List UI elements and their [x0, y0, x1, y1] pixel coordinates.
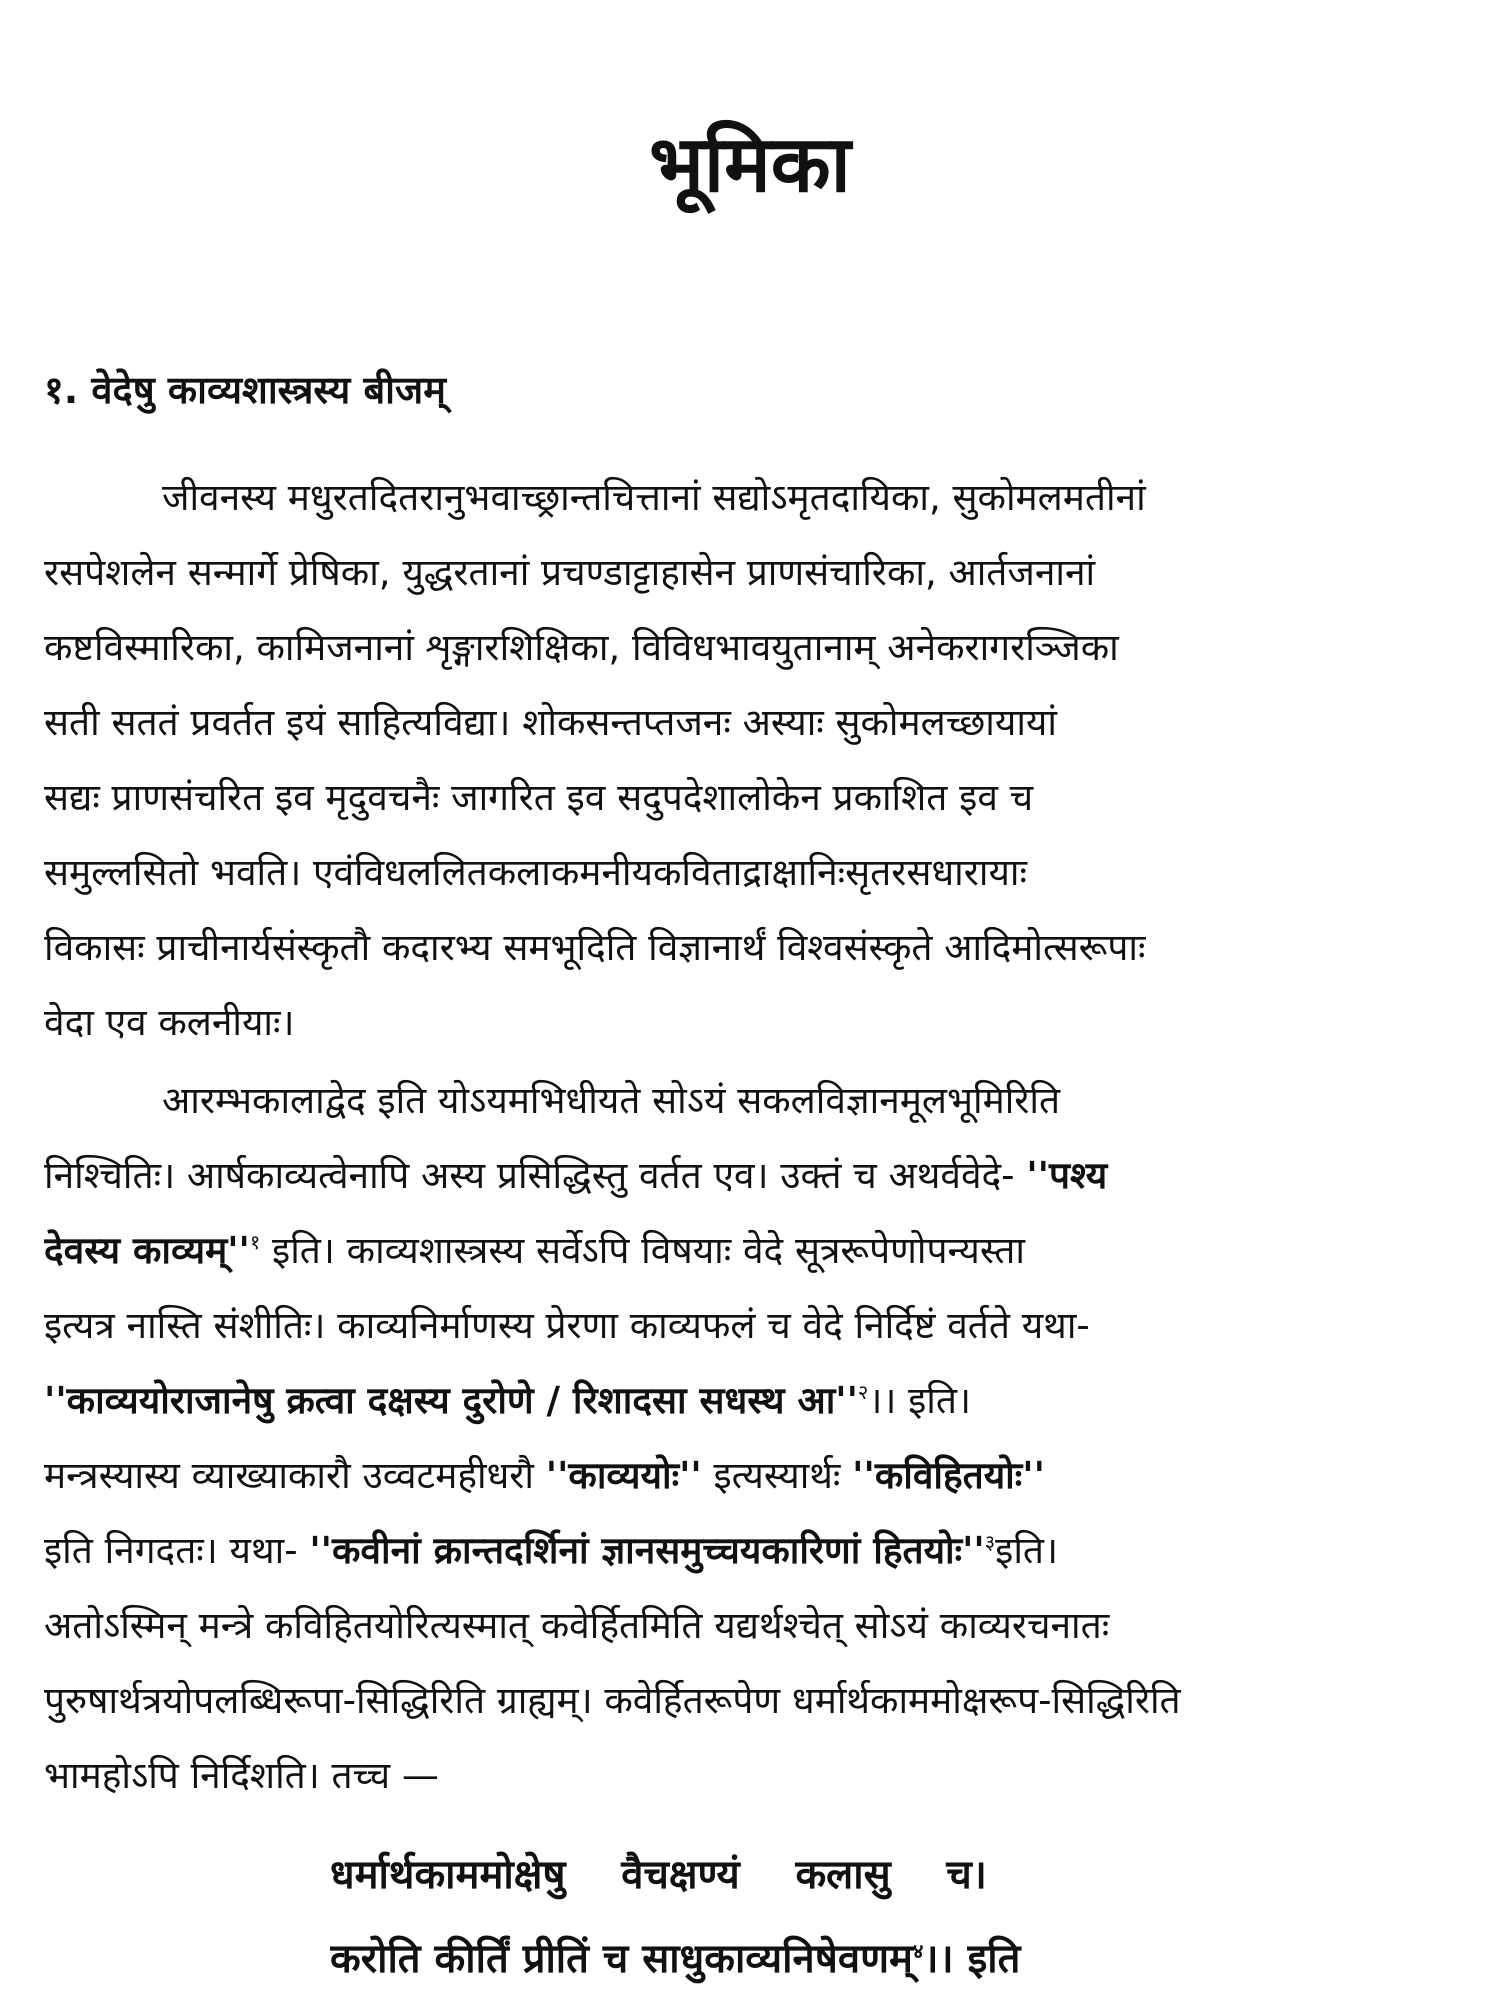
line-text: इति। काव्यशास्त्रस्य सर्वेऽपि विषयाः वेदे सूत्ररूपेणोपन्यस्ता [260, 1229, 1025, 1272]
paragraph-2 [44, 1063, 1484, 1813]
verse-text: धर्मार्थकाममोक्षेषु वैचक्षण्यं कलासु च। [330, 1852, 987, 1898]
paragraph-line: सती सततं प्रवर्तत इयं साहित्यविद्या। शोकसन्तप्तजनः अस्याः सुकोमलच्छायायां [44, 701, 1057, 744]
paragraph-line [44, 1438, 1484, 1513]
page-title: भूमिका [649, 120, 851, 210]
verse-line [330, 1917, 1430, 2001]
quote-bold: देवस्य काव्यम्'' [44, 1229, 250, 1272]
paragraph-line [44, 1138, 1484, 1213]
paragraph-line: अतोऽस्मिन् मन्त्रे कविहितयोरित्यस्मात् कवेर्हितमिति यद्यर्थश्चेत् सोऽयं काव्यरचनातः [44, 1604, 1110, 1647]
quote-bold: ''कविहितयोः'' [852, 1454, 1045, 1497]
paragraph-line [44, 1363, 1484, 1438]
paragraph-line: सद्यः प्राणसंचरित इव मृदुवचनैः जागरित इव सदुपदेशालोकेन प्रकाशित इव च [44, 776, 1034, 819]
quote-bold: ''काव्ययोराजानेषु क्रत्वा दक्षस्य दुरोणे / रिशादसा सधस्थ आ'' [44, 1379, 858, 1422]
paragraph-1 [44, 460, 1484, 1060]
verse-end: ।। इति [923, 1936, 1021, 1982]
paragraph-line: आरम्भकालाद्वेद इति योऽयमभिधीयते सोऽयं सकलविज्ञानमूलभूमिरिति [162, 1079, 1061, 1122]
line-text: इति निगदतः। यथा- [44, 1529, 310, 1572]
line-text: इत्यस्यार्थः [701, 1454, 853, 1497]
paragraph-line [44, 1213, 1484, 1288]
line-text: ।। इति। [868, 1379, 971, 1422]
quote-bold: ''पश्य [1026, 1154, 1108, 1197]
footnote-marker: १ [249, 1230, 261, 1254]
verse-text: करोति कीर्तिं प्रीतिं च साधुकाव्यनिषेवणम् [330, 1936, 913, 1982]
paragraph-line: रसपेशलेन सन्मार्गे प्रेषिका, युद्धरतानां प्रचण्डाट्टाहासेन प्राणसंचारिका, आर्तजनानां [44, 551, 1096, 594]
footnote-marker: ४ [912, 1939, 924, 1963]
paragraph-line [44, 1513, 1484, 1588]
section-heading: १. वेदेषु काव्यशास्त्रस्य बीजम् [44, 368, 446, 412]
line-text: इति। [995, 1529, 1059, 1572]
verse-line [330, 1833, 1430, 1917]
footnote-marker: २ [857, 1380, 869, 1404]
paragraph-line: पुरुषार्थत्रयोपलब्धिरूपा-सिद्धिरिति ग्राह्यम्। कवेर्हितरूपेण धर्मार्थकाममोक्षरूप-सिद्धिरिति [44, 1679, 1181, 1722]
paragraph-line: भामहोऽपि निर्दिशति। तच्च — [44, 1754, 439, 1797]
line-text: मन्त्रस्यास्य व्याख्याकारौ उव्वटमहीधरौ [44, 1454, 546, 1497]
quote-bold: ''कवीनां क्रान्तदर्शिनां ज्ञानसमुच्चयकारिणां हितयोः'' [309, 1529, 985, 1572]
quote-bold: ''काव्ययोः'' [545, 1454, 702, 1497]
paragraph-line: इत्यत्र नास्ति संशीतिः। काव्यनिर्माणस्य प्रेरणा काव्यफलं च वेदे निर्दिष्टं वर्तते यथा- [44, 1304, 1090, 1347]
paragraph-line: कष्टविस्मारिका, कामिजनानां शृङ्गारशिक्षिका, विविधभावयुतानाम् अनेकरागरञ्जिका [44, 626, 1119, 669]
line-text: निश्चितिः। आर्षकाव्यत्वेनापि अस्य प्रसिद्धिस्तु वर्तत एव। उक्तं च अथर्ववेदे- [44, 1154, 1027, 1197]
footnote-marker: ३ [984, 1530, 996, 1554]
paragraph-line: वेदा एव कलनीयाः। [44, 1001, 295, 1044]
paragraph-line: जीवनस्य मधुरतदितरानुभवाच्छ्रान्तचित्तानां सद्योऽमृतदायिका, सुकोमलमतीनां [162, 476, 1146, 519]
paragraph-line: विकासः प्राचीनार्यसंस्कृतौ कदारभ्य समभूदिति विज्ञानार्थं विश्वसंस्कृते आदिमोत्सरूपाः [44, 926, 1146, 969]
paragraph-line: समुल्लसितो भवति। एवंविधललितकलाकमनीयकविताद्राक्षानिःसृतरसधारायाः [44, 851, 1027, 894]
